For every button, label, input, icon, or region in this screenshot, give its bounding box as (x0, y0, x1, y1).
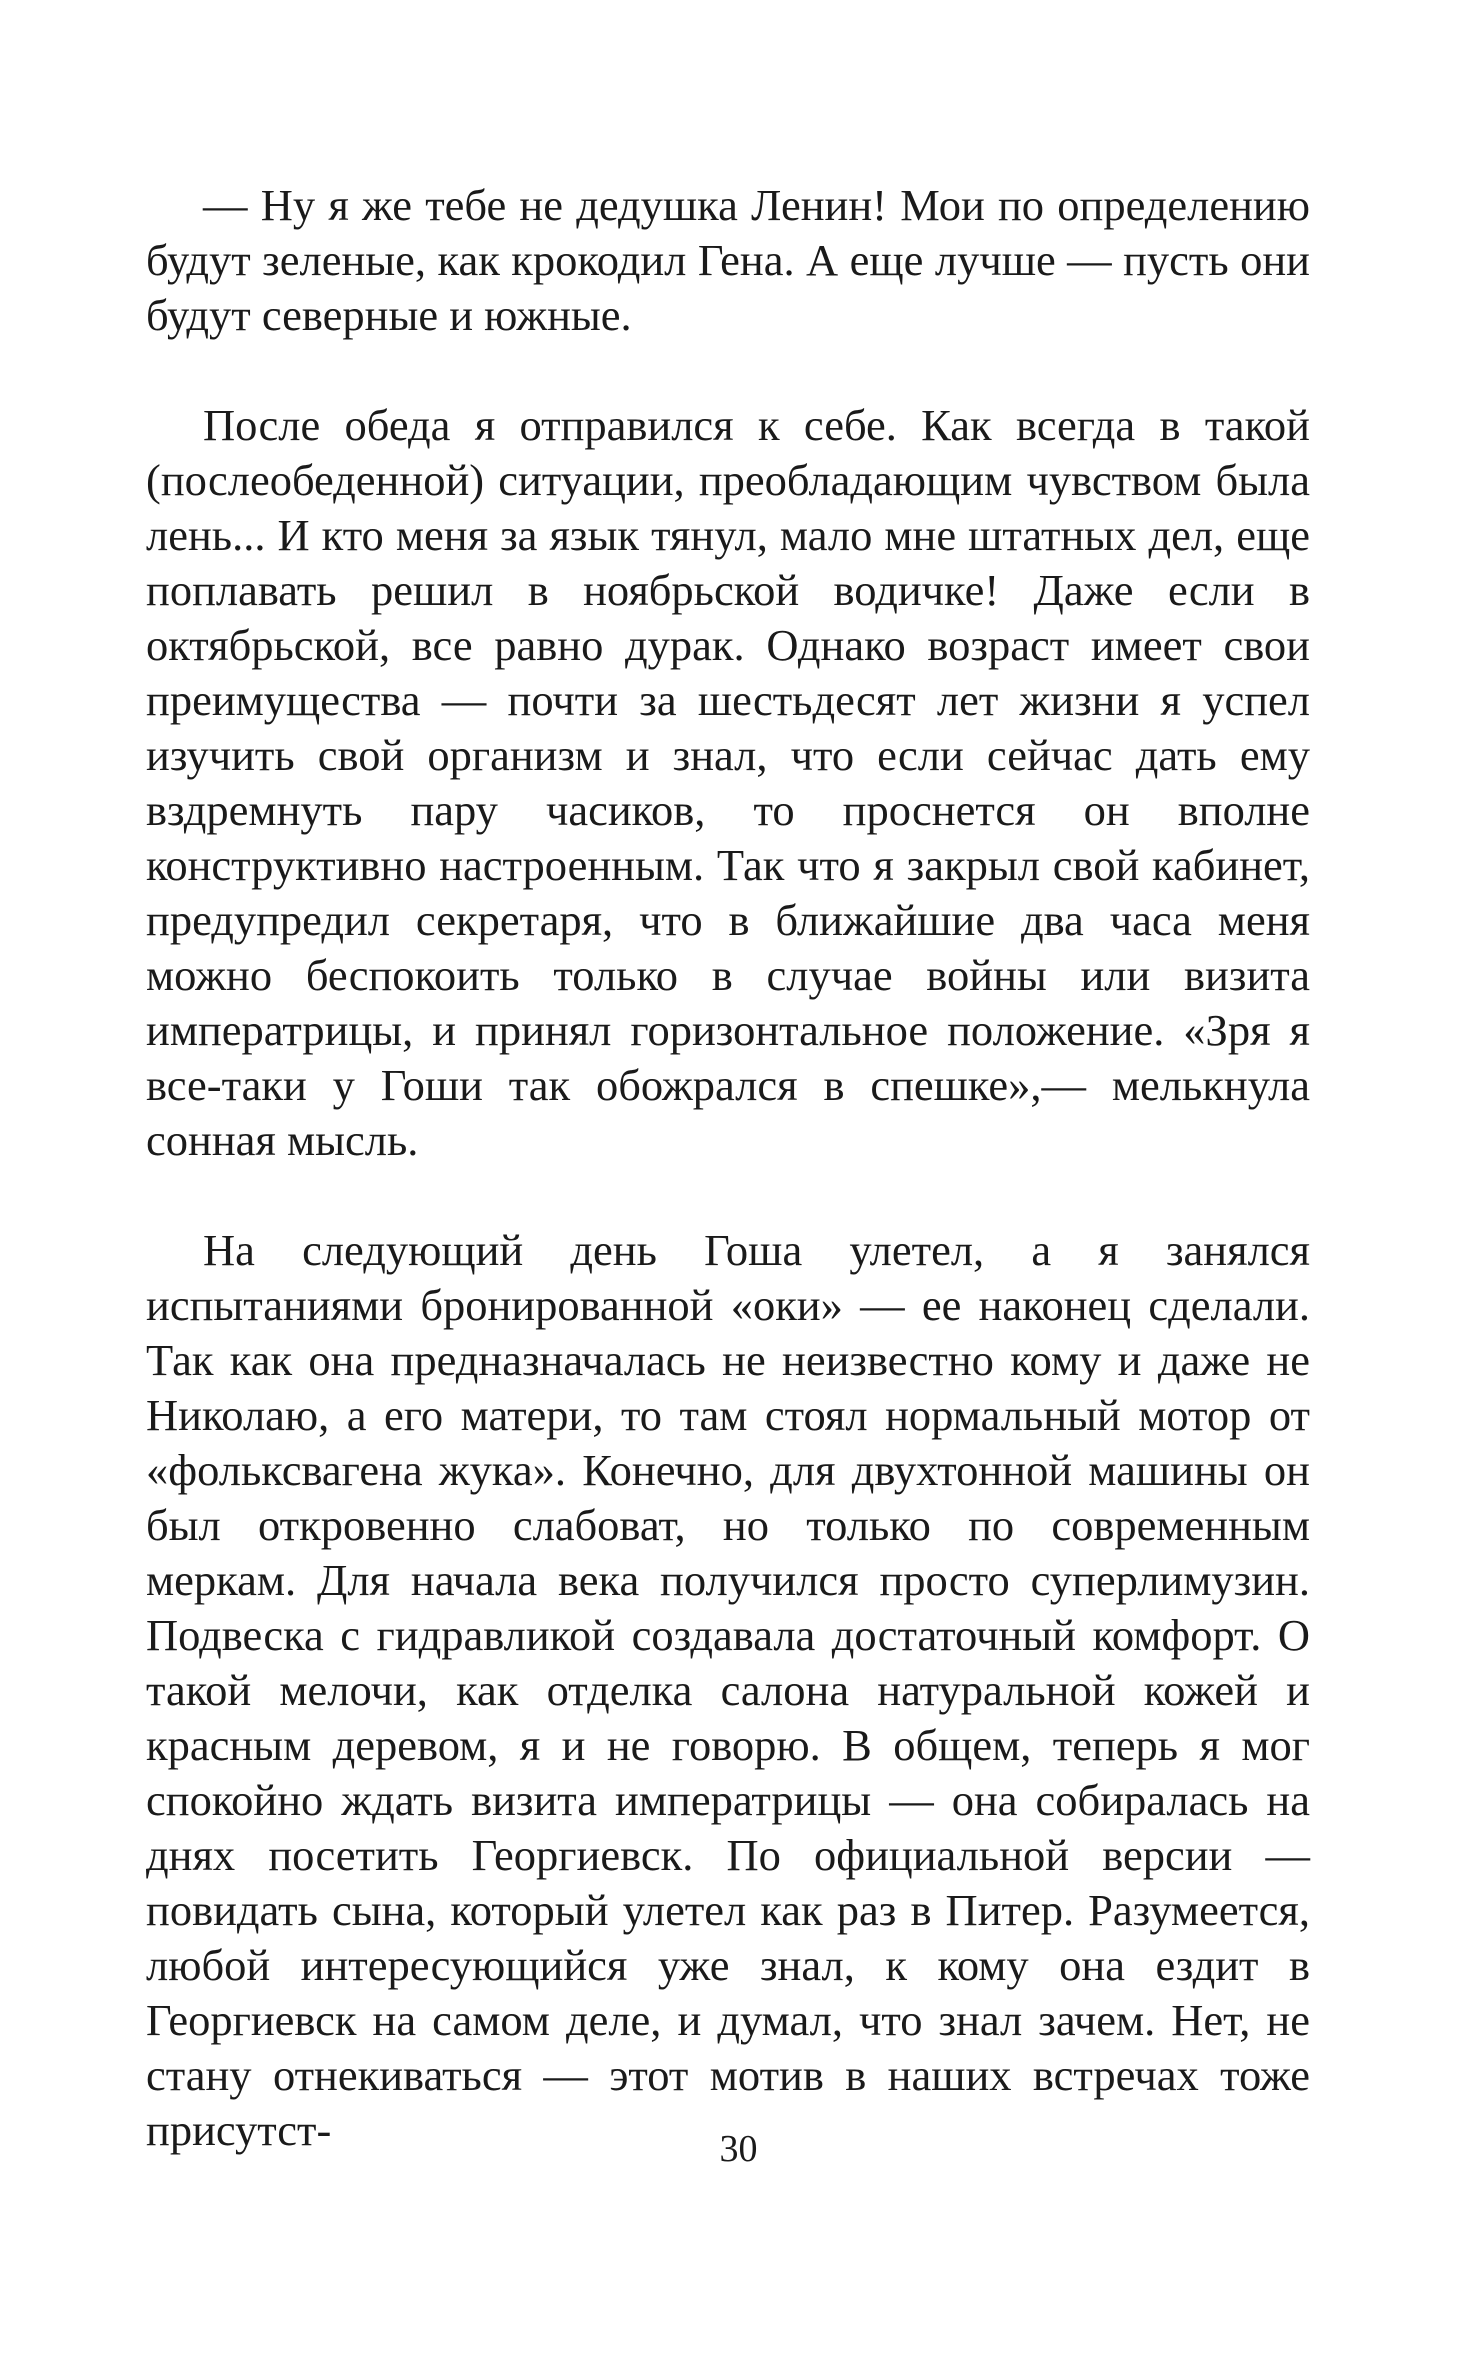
book-page (146, 178, 1310, 2268)
paragraph-dialogue: — Ну я же тебе не дедушка Ленин! Мои по определению будут зеленые, как крокодил Гена. А еще лучше — пусть они будут северные и южные. (146, 180, 1310, 340)
paragraph-after-lunch: После обеда я отправился к себе. Как всегда в такой (послеобеденной) ситуации, преобладающим чувством была лень... И кто меня за язык тянул, мало мне штатных дел, еще поплавать решил в ноябрьской водичке! Даже если в октябрьской, все равно дурак. Однако возраст имеет свои преимущества — почти за шестьдесят лет жизни я успел изучить свой организм и знал, что если сейчас дать ему вздремнуть пару часиков, то проснется он вполне конструктивно настроенным. Так что я закрыл свой кабинет, предупредил секретаря, что в ближайшие два часа меня можно беспокоить только в случае войны или визита императрицы, и принял горизонтальное положение. «Зря я все-таки у Гоши так обожрался в спешке»,— мелькнула сонная мысль. (146, 400, 1310, 1165)
paragraph-next-day: На следующий день Гоша улетел, а я занялся испытаниями бронированной «оки» — ее наконец сделали. Так как она предназначалась не неизвестно кому и даже не Николаю, а его матери, то там стоял нормальный мотор от «фольксвагена жука». Конечно, для двухтонной машины он был откровенно слабоват, но только по современным меркам. Для начала века получился просто суперлимузин. Подвеска с гидравликой создавала достаточный комфорт. О такой мелочи, как отделка салона натуральной кожей и красным деревом, я и не говорю. В общем, теперь я мог спокойно ждать визита императрицы — она собиралась на днях посетить Георгиевск. По официальной версии — повидать сына, который улетел как раз в Питер. Разумеется, любой интересующийся уже знал, к кому она ездит в Георгиевск на самом деле, и думал, что знал зачем. Нет, не стану отнекиваться — этот мотив в наших встречах тоже присутст- (146, 1225, 1310, 2155)
page-number: 30 (719, 2128, 758, 2170)
